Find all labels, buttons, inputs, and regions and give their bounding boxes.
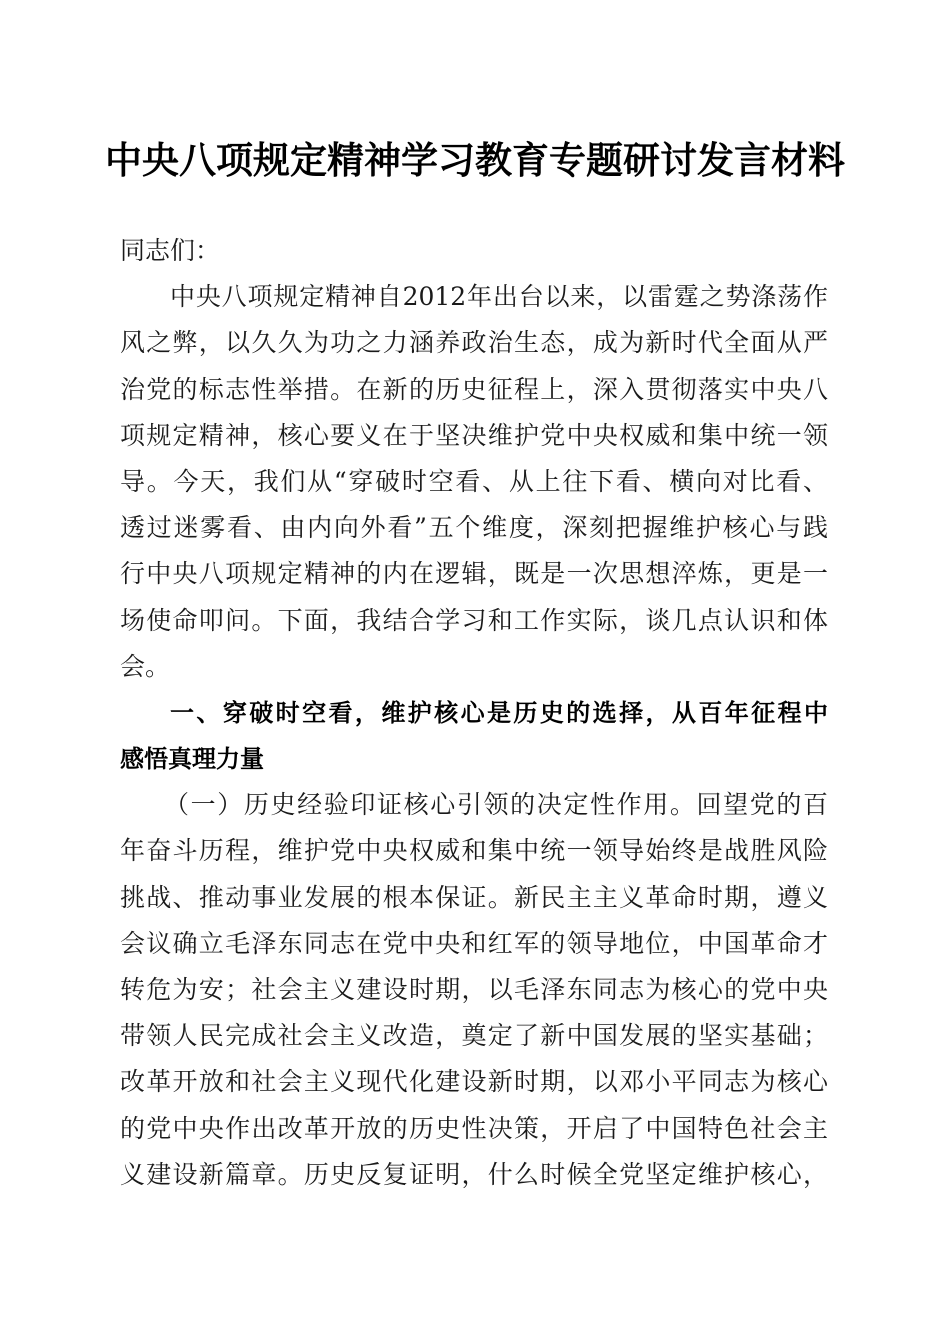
paragraph-line: （一）历史经验印证核心引领的决定性作用。回望党的百 bbox=[164, 790, 828, 820]
paragraph-line: 场使命叩问。下面，我结合学习和工作实际，谈几点认识和体 bbox=[120, 605, 828, 635]
section-heading: 感悟真理力量 bbox=[120, 745, 264, 774]
paragraph-line: 导。今天，我们从“穿破时空看、从上往下看、横向对比看、 bbox=[120, 466, 828, 496]
paragraph-line: 行中央八项规定精神的内在逻辑，既是一次思想淬炼，更是一 bbox=[120, 559, 828, 589]
paragraph-line: 义建设新篇章。历史反复证明，什么时候全党坚定维护核心， bbox=[120, 1159, 828, 1189]
paragraph-line: 带领人民完成社会主义改造，奠定了新中国发展的坚实基础； bbox=[120, 1021, 828, 1051]
paragraph-line: 项规定精神，核心要义在于坚决维护党中央权威和集中统一领 bbox=[120, 420, 828, 450]
paragraph-line: 改革开放和社会主义现代化建设新时期，以邓小平同志为核心 bbox=[120, 1067, 828, 1097]
paragraph-line: 风之弊，以久久为功之力涵养政治生态，成为新时代全面从严 bbox=[120, 328, 828, 358]
document-title: 中央八项规定精神学习教育专题研讨发言材料 bbox=[105, 139, 845, 182]
paragraph-line: 会议确立毛泽东同志在党中央和红军的领导地位，中国革命才 bbox=[120, 928, 828, 958]
paragraph-line: 治党的标志性举措。在新的历史征程上，深入贯彻落实中央八 bbox=[120, 374, 828, 404]
paragraph-line: 转危为安；社会主义建设时期，以毛泽东同志为核心的党中央 bbox=[120, 975, 828, 1004]
document-body bbox=[120, 236, 828, 1206]
paragraph-line: 年奋斗历程，维护党中央权威和集中统一领导始终是战胜风险 bbox=[120, 836, 828, 866]
paragraph-line: 中央八项规定精神自2012年出台以来，以雷霆之势涤荡作 bbox=[170, 282, 828, 312]
section-heading: 一、穿破时空看，维护核心是历史的选择，从百年征程中 bbox=[170, 698, 828, 727]
paragraph-line: 挑战、推动事业发展的根本保证。新民主主义革命时期，遵义 bbox=[120, 882, 828, 912]
paragraph-line: 透过迷雾看、由内向外看”五个维度，深刻把握维护核心与践 bbox=[120, 513, 828, 543]
paragraph-line: 的党中央作出改革开放的历史性决策，开启了中国特色社会主 bbox=[120, 1113, 828, 1143]
paragraph-line: 会。 bbox=[120, 651, 171, 681]
salutation: 同志们： bbox=[120, 236, 221, 265]
